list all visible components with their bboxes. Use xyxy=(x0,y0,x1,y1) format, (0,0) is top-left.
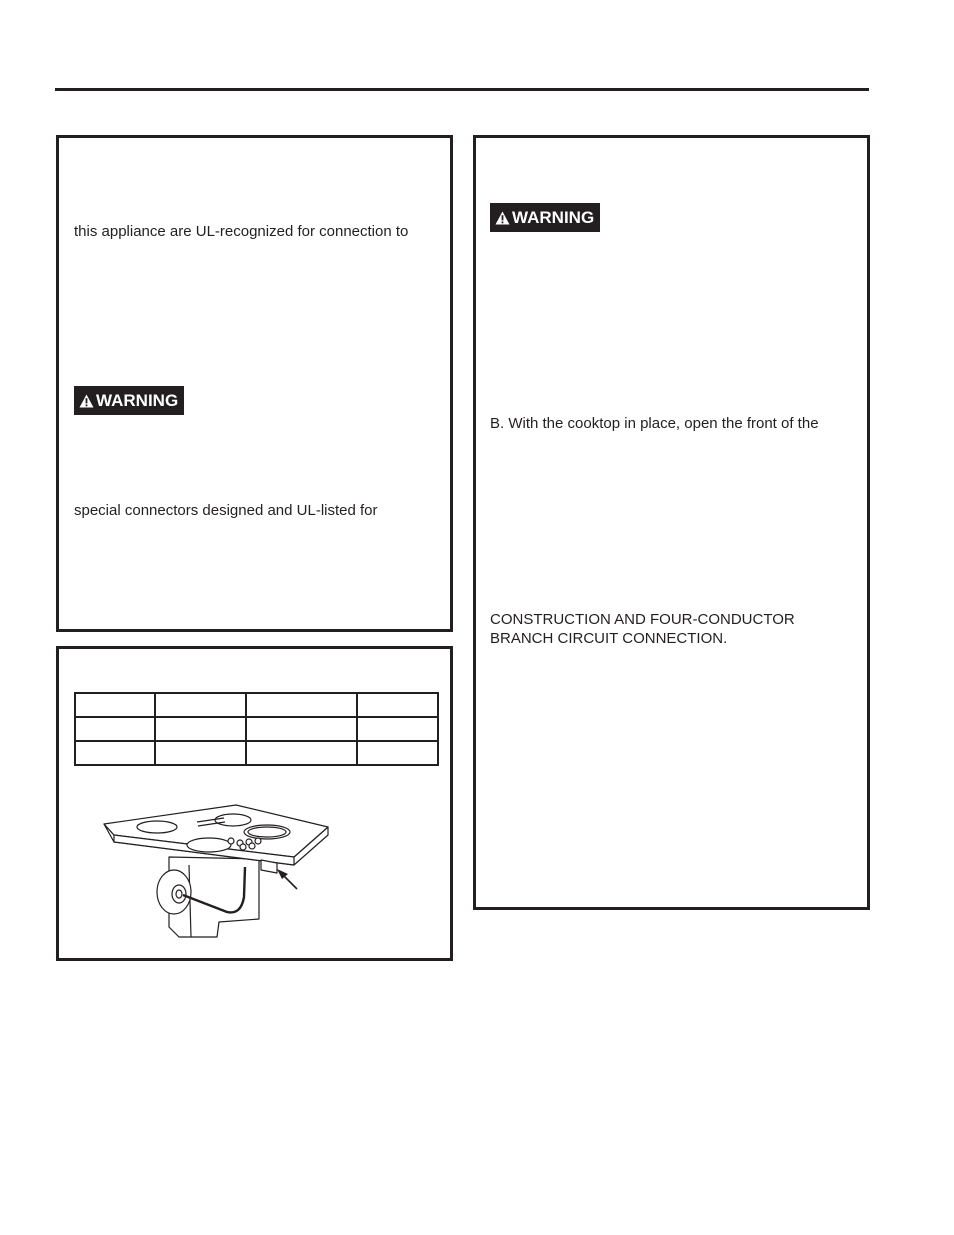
left-info-box xyxy=(56,135,453,632)
table-row xyxy=(75,693,438,717)
warning-text-left: WARNING xyxy=(96,391,179,410)
table-cell xyxy=(75,717,155,741)
right-info-box xyxy=(473,135,870,910)
step-b-text: B. With the cooktop in place, open the front of the xyxy=(490,415,819,432)
table-cell xyxy=(75,693,155,717)
table-cell xyxy=(246,693,357,717)
table-cell xyxy=(246,717,357,741)
header-rule xyxy=(55,88,869,91)
warning-label-left xyxy=(74,386,184,415)
left-figure-box xyxy=(56,646,453,961)
table-cell xyxy=(357,693,438,717)
warning-triangle-icon xyxy=(79,394,94,408)
table-cell xyxy=(155,717,246,741)
warning-triangle-icon xyxy=(495,211,510,225)
table-row xyxy=(75,741,438,765)
ul-recognized-text: this appliance are UL-recognized for connection to xyxy=(74,223,409,240)
special-connectors-text: special connectors designed and UL-listed for xyxy=(74,502,378,519)
warning-label-right xyxy=(490,203,600,232)
construction-text-line-2: BRANCH CIRCUIT CONNECTION. xyxy=(490,630,728,647)
table-cell xyxy=(155,741,246,765)
table-cell xyxy=(357,741,438,765)
table-cell xyxy=(155,693,246,717)
table-cell xyxy=(75,741,155,765)
cooktop-illustration xyxy=(99,797,339,947)
pointer-arrow-icon xyxy=(277,869,297,889)
construction-text-line-1: CONSTRUCTION AND FOUR-CONDUCTOR xyxy=(490,611,795,628)
warning-text-right: WARNING xyxy=(512,208,595,227)
wire-size-table xyxy=(74,692,439,766)
table-row xyxy=(75,717,438,741)
table-cell xyxy=(357,717,438,741)
table-cell xyxy=(246,741,357,765)
